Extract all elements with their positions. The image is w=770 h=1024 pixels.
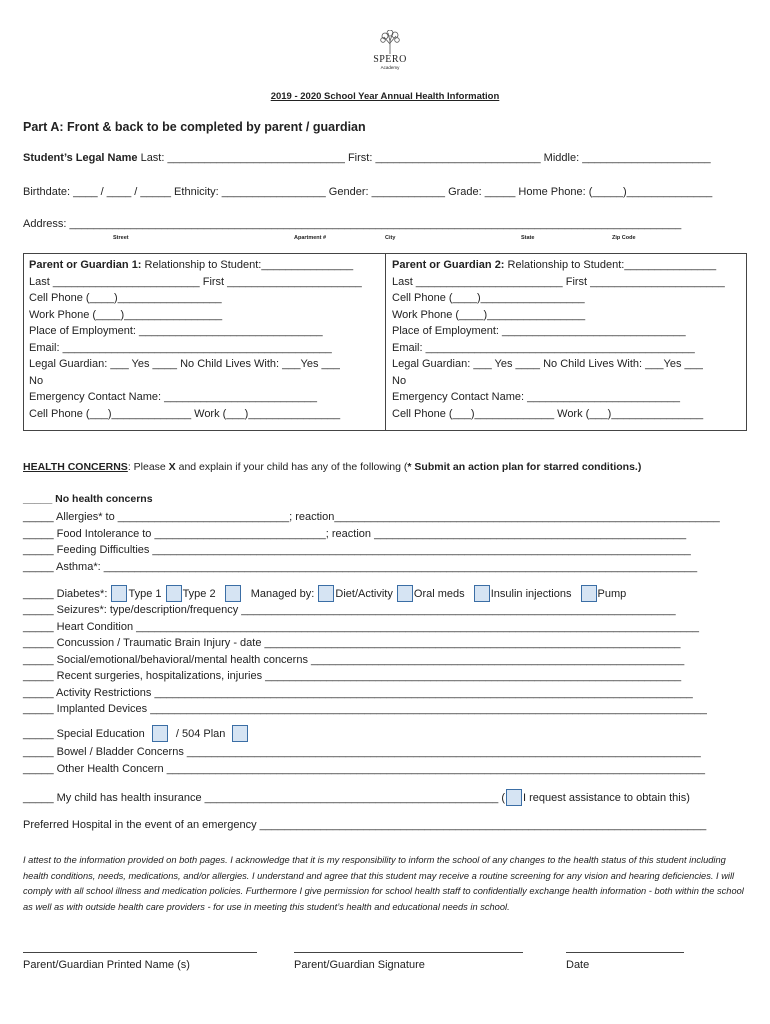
special-ed-checkbox[interactable]	[152, 725, 168, 742]
heart-row[interactable]: _____ Heart Condition ____________________________________________________________________________________________	[23, 620, 699, 633]
activity-row[interactable]: _____ Activity Restrictions ________________________________________________________________________________________	[23, 686, 693, 699]
address-street-label: Street	[113, 235, 129, 241]
diabetes-row	[23, 585, 626, 602]
health-concerns-heading: HEALTH CONCERNS	[23, 461, 128, 473]
oral-meds-checkbox[interactable]	[397, 585, 413, 602]
student-name-label: Student’s Legal Name	[23, 152, 138, 164]
printed-name-line[interactable]	[23, 952, 257, 953]
school-logo	[370, 30, 410, 74]
guardian-1-email[interactable]: Email: ____________________________________________	[29, 341, 332, 354]
diabetes-label[interactable]: _____ Diabetes*:	[23, 588, 108, 600]
guardian-2-legal[interactable]: Legal Guardian: ___ Yes ____ No Child Lives With: ___Yes ___	[392, 358, 703, 370]
guardian-1-block	[29, 257, 362, 422]
hospital-row[interactable]: Preferred Hospital in the event of an emergency _________________________________________________________________________	[23, 819, 707, 831]
guardian-divider	[385, 253, 386, 431]
concerns-list-3	[23, 744, 705, 777]
guardian-1-emergency[interactable]: Emergency Contact Name: _________________________	[29, 391, 318, 403]
document-title: 2019 - 2020 School Year Annual Health Information	[270, 91, 500, 102]
diet-checkbox[interactable]	[318, 585, 334, 602]
address-row[interactable]: Address: ____________________________________________________________________________________________________	[23, 218, 682, 230]
guardian-1-legal[interactable]: Legal Guardian: ___ Yes ____ No Child Lives With: ___Yes ___	[29, 358, 340, 370]
pump-checkbox[interactable]	[581, 585, 597, 602]
address-zip-label: Zip Code	[612, 235, 636, 241]
date-line[interactable]	[566, 952, 684, 953]
seizures-row[interactable]: _____ Seizures*: type/description/frequency _______________________________________________________________________	[23, 604, 676, 616]
health-intro-a: : Please	[127, 461, 169, 473]
diet-label: Diet/Activity	[335, 588, 393, 600]
guardian-2-name[interactable]: Last ________________________ First ______________________	[392, 275, 725, 288]
bowel-row[interactable]: _____ Bowel / Bladder Concerns ____________________________________________________________________________________	[23, 746, 701, 758]
plan504-label: / 504 Plan	[175, 728, 226, 740]
signature-label: Parent/Guardian Signature	[294, 959, 425, 971]
tree-icon	[379, 30, 401, 54]
guardian-1-emergency-phones[interactable]: Cell Phone (___)_____________ Work (___)_______________	[29, 407, 341, 420]
guardian-1-employment[interactable]: Place of Employment: ______________________________	[29, 325, 323, 337]
address-state-label: State	[521, 235, 535, 241]
guardian-1-relationship[interactable]: Relationship to Student:_______________	[141, 259, 354, 271]
no-health-concerns[interactable]: _____ No health concerns	[23, 493, 153, 505]
special-ed-label[interactable]: _____ Special Education	[23, 728, 145, 740]
managed-by-label: Managed by:	[250, 588, 315, 600]
guardian-2-cell[interactable]: Cell Phone (____)_________________	[392, 292, 585, 304]
guardian-1-name[interactable]: Last ________________________ First ______________________	[29, 275, 362, 288]
asthma-row[interactable]: _____ Asthma*: _________________________________________________________________________________________________	[23, 560, 698, 573]
part-a-heading: Part A: Front & back to be completed by parent / guardian	[23, 120, 366, 134]
guardian-1-no: No	[29, 374, 44, 387]
insulin-label: Insulin injections	[490, 588, 572, 600]
concerns-list-2	[23, 602, 707, 718]
address-apartment-label: Apartment #	[294, 235, 327, 241]
health-concerns-header	[23, 461, 641, 473]
special-ed-row	[23, 725, 249, 742]
guardian-1-work[interactable]: Work Phone (____)________________	[29, 308, 223, 321]
concerns-list-1	[23, 509, 720, 575]
signature-line[interactable]	[294, 952, 523, 953]
guardian-1-cell[interactable]: Cell Phone (____)_________________	[29, 292, 222, 304]
address-city-label: City	[385, 235, 396, 241]
oral-meds-label: Oral meds	[413, 588, 465, 600]
insurance-label[interactable]: _____ My child has health insurance ________________________________________________ (	[23, 792, 505, 804]
guardian-1-heading: Parent or Guardian 1:	[29, 259, 142, 271]
attestation-text: I attest to the information provided on both pages. I acknowledge that it is my responsibility to inform the school of any changes to the health status of this student including health conditions, needs, medications, and/or allergies. I understand and agree that this student may receive a routine screening for any vision and hearing deficiencies. I will comply with all school illness and medication policies. Furthermore I give permission for school health staff to confidentially exchange health information - both within the school as well as with outside health care providers - for use in meeting this student’s health and educational needs in school.	[23, 855, 744, 912]
insurance-assist-label: I request assistance to obtain this)	[522, 792, 690, 804]
guardian-2-work[interactable]: Work Phone (____)________________	[392, 308, 586, 321]
date-label: Date	[566, 959, 590, 971]
allergies-row[interactable]: _____ Allergies* to ____________________________; reaction_______________________________________________________________	[23, 511, 720, 523]
student-name-fields[interactable]: Last: _____________________________ First: ___________________________ Middle: _____________________	[137, 152, 711, 164]
printed-name-label: Parent/Guardian Printed Name (s)	[23, 959, 190, 971]
logo-tagline: Academy	[380, 65, 400, 70]
logo-name: SPERO	[373, 54, 407, 65]
guardian-2-employment[interactable]: Place of Employment: ______________________________	[392, 325, 686, 337]
birthdate-row[interactable]: Birthdate: ____ / ____ / _____ Ethnicity: _________________ Gender: ____________ Grade: _____ Home Phone: (_____)______________	[23, 186, 713, 198]
health-intro-b: and explain if your child has any of the following (	[175, 461, 408, 473]
insurance-assist-checkbox[interactable]	[506, 789, 522, 806]
food-intolerance-row[interactable]: _____ Food Intolerance to ____________________________; reaction ___________________________________________________	[23, 527, 687, 540]
feeding-row[interactable]: _____ Feeding Difficulties ________________________________________________________________________________________	[23, 544, 691, 556]
plan504-checkbox[interactable]	[232, 725, 248, 742]
health-intro-x: X	[168, 461, 176, 473]
social-row[interactable]: _____ Social/emotional/behavioral/mental health concerns _____________________________________________________________	[23, 653, 685, 666]
type1-checkbox[interactable]	[111, 585, 127, 602]
type2-label: Type 2	[182, 588, 216, 600]
type2-checkbox[interactable]	[166, 585, 182, 602]
surgeries-row[interactable]: _____ Recent surgeries, hospitalizations, injuries ____________________________________________________________________	[23, 670, 682, 682]
health-intro-c: * Submit an action plan for starred conditions.)	[407, 461, 642, 473]
other-concern-row[interactable]: _____ Other Health Concern ________________________________________________________________________________________	[23, 762, 706, 775]
student-name-row	[23, 152, 711, 164]
concussion-row[interactable]: _____ Concussion / Traumatic Brain Injury - date ____________________________________________________________________	[23, 637, 681, 649]
guardian-2-email[interactable]: Email: ____________________________________________	[392, 341, 695, 354]
insurance-row	[23, 789, 690, 806]
type1-label: Type 1	[128, 588, 162, 600]
guardian-2-emergency-phones[interactable]: Cell Phone (___)_____________ Work (___)_______________	[392, 407, 704, 420]
guardian-2-block	[392, 257, 725, 422]
guardian-2-relationship[interactable]: Relationship to Student:_______________	[504, 259, 717, 271]
diabetes-extra-checkbox[interactable]	[225, 585, 241, 602]
guardian-2-no: No	[392, 374, 407, 387]
pump-label: Pump	[597, 588, 627, 600]
insulin-checkbox[interactable]	[474, 585, 490, 602]
implanted-row[interactable]: _____ Implanted Devices ___________________________________________________________________________________________	[23, 703, 707, 715]
guardian-2-heading: Parent or Guardian 2:	[392, 259, 505, 271]
guardian-2-emergency[interactable]: Emergency Contact Name: _________________________	[392, 391, 681, 403]
